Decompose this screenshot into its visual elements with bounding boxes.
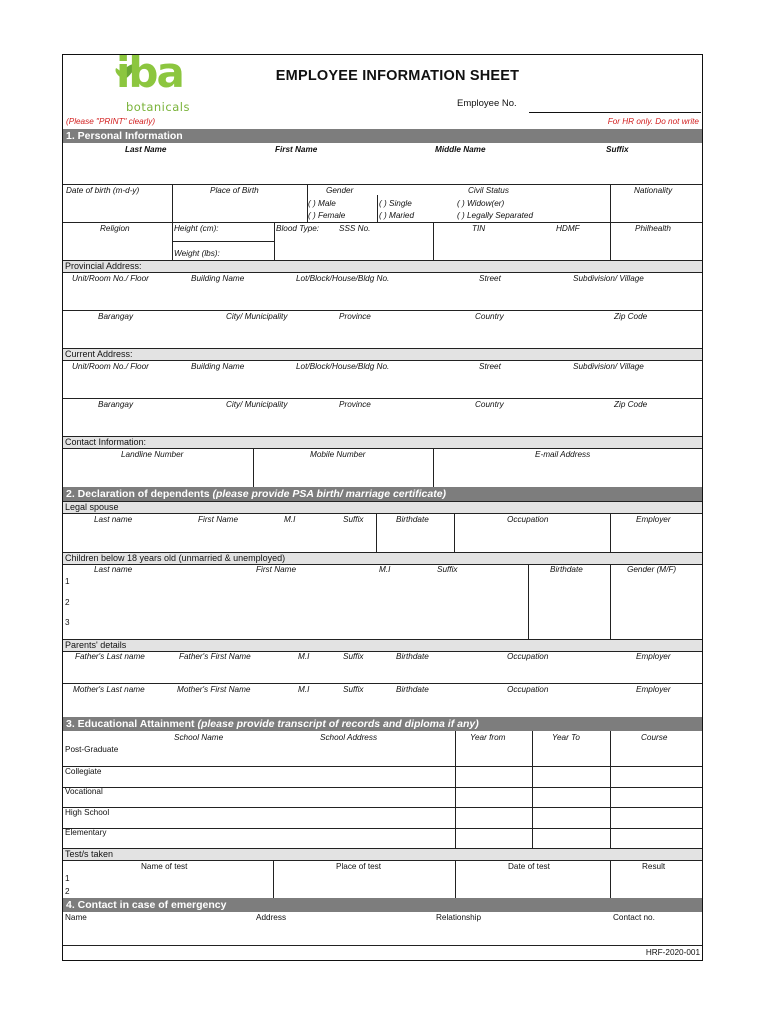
year-to-label: Year To [552, 733, 580, 742]
first-name-label: First Name [275, 145, 318, 154]
current-address-label: Current Address: [63, 348, 702, 361]
father-occupation-label: Occupation [507, 652, 549, 661]
prov-street-label: Street [479, 274, 501, 283]
print-note: (Please "PRINT" clearly) [66, 117, 156, 126]
parents-details-label: Parents' details [63, 639, 702, 652]
mother-last-name-label: Mother's Last name [73, 685, 145, 694]
gender-female-option[interactable]: ( ) Female [308, 211, 346, 220]
dob-label: Date of birth (m-d-y) [66, 186, 140, 195]
last-name-label: Last Name [125, 145, 167, 154]
level-vocational: Vocational [65, 787, 103, 796]
prov-barangay-label: Barangay [98, 312, 134, 321]
section-education-title: 3. Educational Attainment [66, 718, 198, 730]
level-elementary: Elementary [65, 828, 107, 837]
civil-single-option[interactable]: ( ) Single [379, 199, 412, 208]
spouse-employer-label: Employer [636, 515, 671, 524]
cur-province-label: Province [339, 400, 371, 409]
test-place-label: Place of test [336, 862, 382, 871]
contact-information-label: Contact Information: [63, 436, 702, 449]
test-result-label: Result [642, 862, 666, 871]
hr-note: For HR only. Do not write [607, 117, 699, 126]
prov-country-label: Country [475, 312, 504, 321]
cur-subdivision-label: Subdivision/ Village [573, 362, 644, 371]
legal-spouse-label: Legal spouse [63, 501, 702, 514]
prov-city-label: City/ Municipality [226, 312, 288, 321]
course-label: Course [641, 733, 668, 742]
cur-street-label: Street [479, 362, 501, 371]
prov-building-label: Building Name [191, 274, 245, 283]
weight-label: Weight (lbs): [174, 249, 220, 258]
suffix-label: Suffix [606, 145, 629, 154]
employee-information-form [62, 48, 703, 961]
cur-barangay-label: Barangay [98, 400, 134, 409]
test-row-2: 2 [65, 887, 70, 896]
child-mi-label: M.I [379, 565, 391, 574]
test-date-label: Date of test [508, 862, 550, 871]
father-mi-label: M.I [298, 652, 310, 661]
philhealth-label: Philhealth [635, 224, 671, 233]
children-label: Children below 18 years old (unmarried & unemployed) [63, 552, 702, 565]
cur-country-label: Country [475, 400, 504, 409]
child-row-2: 2 [65, 598, 70, 607]
mobile-label: Mobile Number [310, 450, 366, 459]
cur-city-label: City/ Municipality [226, 400, 288, 409]
section-dependents-heading [63, 487, 702, 501]
page-title: EMPLOYEE INFORMATION SHEET [275, 68, 520, 84]
section-emergency-heading: 4. Contact in case of emergency [63, 898, 702, 912]
mother-mi-label: M.I [298, 685, 310, 694]
form-code: HRF-2020-001 [645, 948, 700, 957]
emergency-address-label: Address [256, 913, 287, 922]
spouse-suffix-label: Suffix [343, 515, 364, 524]
spouse-last-name-label: Last name [94, 515, 133, 524]
civil-status-label: Civil Status [468, 186, 509, 195]
child-first-name-label: First Name [256, 565, 297, 574]
religion-label: Religion [100, 224, 130, 233]
section-dependents-note: (please provide PSA birth/ marriage certificate) [212, 488, 447, 500]
cur-lot-label: Lot/Block/House/Bldg No. [296, 362, 390, 371]
spouse-birthdate-label: Birthdate [396, 515, 429, 524]
school-address-label: School Address [320, 733, 378, 742]
landline-label: Landline Number [121, 450, 184, 459]
test-row-1: 1 [65, 874, 70, 883]
sss-label: SSS No. [339, 224, 371, 233]
civil-married-option[interactable]: ( ) Maried [379, 211, 415, 220]
level-high-school: High School [65, 808, 110, 817]
father-suffix-label: Suffix [343, 652, 364, 661]
middle-name-label: Middle Name [435, 145, 486, 154]
employee-no-label: Employee No. [457, 98, 517, 109]
mother-suffix-label: Suffix [343, 685, 364, 694]
father-employer-label: Employer [636, 652, 671, 661]
prov-subdivision-label: Subdivision/ Village [573, 274, 644, 283]
tests-taken-label: Test/s taken [63, 848, 702, 861]
father-birthdate-label: Birthdate [396, 652, 429, 661]
logo-wordmark: iba [116, 48, 183, 97]
civil-separated-option[interactable]: ( ) Legally Separated [457, 211, 534, 220]
level-collegiate: Collegiate [65, 767, 102, 776]
spouse-occupation-label: Occupation [507, 515, 549, 524]
emergency-name-label: Name [65, 913, 87, 922]
mother-first-name-label: Mother's First Name [177, 685, 251, 694]
employee-no-field[interactable] [529, 112, 701, 113]
section-personal-heading: 1. Personal Information [63, 129, 702, 143]
mother-birthdate-label: Birthdate [396, 685, 429, 694]
blood-type-label: Blood Type: [276, 224, 320, 233]
civil-widow-option[interactable]: ( ) Widow(er) [457, 199, 505, 208]
emergency-contact-label: Contact no. [613, 913, 655, 922]
prov-unit-label: Unit/Room No./ Floor [72, 274, 149, 283]
father-first-name-label: Father's First Name [179, 652, 251, 661]
prov-province-label: Province [339, 312, 371, 321]
spouse-mi-label: M.I [284, 515, 296, 524]
child-birthdate-label: Birthdate [550, 565, 583, 574]
email-label: E-mail Address [535, 450, 591, 459]
pob-label: Place of Birth [210, 186, 259, 195]
height-label: Height (cm): [174, 224, 219, 233]
gender-label: Gender [326, 186, 354, 195]
child-row-3: 3 [65, 618, 70, 627]
section-education-note: (please provide transcript of records and diploma if any) [197, 718, 479, 730]
spouse-first-name-label: First Name [198, 515, 239, 524]
child-last-name-label: Last name [94, 565, 133, 574]
section-dependents-title: 2. Declaration of dependents [66, 488, 213, 500]
child-row-1: 1 [65, 577, 70, 586]
father-last-name-label: Father's Last name [75, 652, 145, 661]
logo-subtitle: botanicals [126, 100, 190, 114]
child-suffix-label: Suffix [437, 565, 458, 574]
prov-lot-label: Lot/Block/House/Bldg No. [296, 274, 390, 283]
cur-building-label: Building Name [191, 362, 245, 371]
provincial-address-label: Provincial Address: [63, 260, 702, 273]
year-from-label: Year from [470, 733, 506, 742]
nationality-label: Nationality [634, 186, 673, 195]
hdmf-label: HDMF [556, 224, 580, 233]
gender-male-option[interactable]: ( ) Male [308, 199, 336, 208]
mother-occupation-label: Occupation [507, 685, 549, 694]
test-name-label: Name of test [141, 862, 188, 871]
cur-unit-label: Unit/Room No./ Floor [72, 362, 149, 371]
section-education-heading [63, 717, 702, 731]
school-name-label: School Name [174, 733, 224, 742]
prov-zip-label: Zip Code [614, 312, 648, 321]
cur-zip-label: Zip Code [614, 400, 648, 409]
child-gender-label: Gender (M/F) [627, 565, 677, 574]
mother-employer-label: Employer [636, 685, 671, 694]
level-post-graduate: Post-Graduate [65, 745, 119, 754]
tin-label: TIN [472, 224, 486, 233]
emergency-relationship-label: Relationship [436, 913, 482, 922]
